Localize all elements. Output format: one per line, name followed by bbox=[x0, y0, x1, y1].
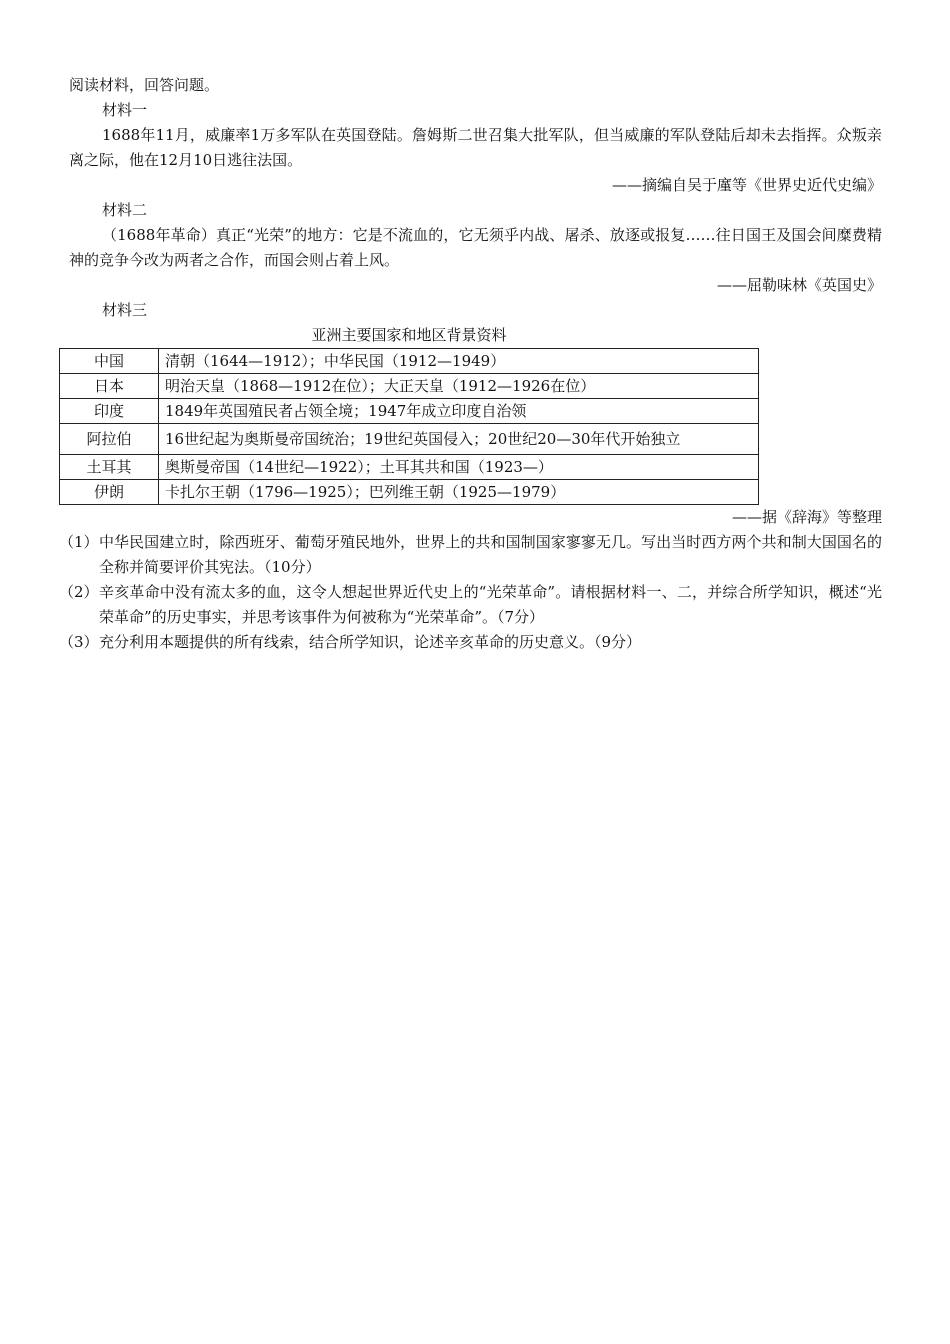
question-number: （1） bbox=[59, 533, 99, 551]
question-2 bbox=[59, 580, 882, 630]
material3-label: 材料三 bbox=[102, 301, 148, 319]
info-cell: 明治天皇（1868—1912在位）；大正天皇（1912—1926在位） bbox=[159, 374, 759, 399]
question-text: 辛亥革命中没有流太多的血，这令人想起世界近代史上的“光荣革命”。请根据材料一、二，并综合所学知识，概述“光荣革命”的历史事实，并思考该事件为何被称为“光荣革命”。（7分） bbox=[99, 583, 882, 626]
info-cell: 奥斯曼帝国（14世纪—1922）；土耳其共和国（1923—） bbox=[159, 455, 759, 480]
question-number: （3） bbox=[59, 633, 99, 651]
table-row bbox=[60, 399, 759, 424]
table-row bbox=[60, 349, 759, 374]
country-cell: 伊朗 bbox=[60, 480, 159, 505]
question-text: 中华民国建立时，除西班牙、葡萄牙殖民地外，世界上的共和国制国家寥寥无几。写出当时西方两个共和制大国国名的全称并简要评价其宪法。（10分） bbox=[99, 533, 882, 576]
background-table bbox=[59, 348, 759, 505]
material1-text: 1688年11月，威廉率1万多军队在英国登陆。詹姆斯二世召集大批军队，但当威廉的军队登陆后却未去指挥。众叛亲离之际，他在12月10日逃往法国。 bbox=[69, 126, 882, 169]
country-cell: 中国 bbox=[60, 349, 159, 374]
info-cell: 卡扎尔王朝（1796—1925）；巴列维王朝（1925—1979） bbox=[159, 480, 759, 505]
table-row bbox=[60, 424, 759, 455]
material2-source: ——屈勒味林《英国史》 bbox=[716, 276, 882, 294]
question-text: 充分利用本题提供的所有线索，结合所学知识，论述辛亥革命的历史意义。（9分） bbox=[99, 633, 642, 651]
question-3 bbox=[59, 630, 882, 655]
document-page bbox=[59, 73, 882, 655]
material1-label: 材料一 bbox=[102, 101, 148, 119]
country-cell: 阿拉伯 bbox=[60, 424, 159, 455]
material2-text: （1688年革命）真正“光荣”的地方：它是不流血的，它无须乎内战、屠杀、放逐或报复……往日国王及国会间糜费精神的竞争今改为两者之合作，而国会则占着上风。 bbox=[69, 226, 882, 269]
table-row bbox=[60, 374, 759, 399]
country-cell: 日本 bbox=[60, 374, 159, 399]
info-cell: 16世纪起为奥斯曼帝国统治；19世纪英国侵入；20世纪20—30年代开始独立 bbox=[159, 424, 759, 455]
question-1 bbox=[59, 530, 882, 580]
material1-source: ——摘编自吴于廑等《世界史近代史编》 bbox=[611, 176, 882, 194]
info-cell: 清朝（1644—1912）；中华民国（1912—1949） bbox=[159, 349, 759, 374]
instruction: 阅读材料，回答问题。 bbox=[69, 76, 220, 94]
info-cell: 1849年英国殖民者占领全境；1947年成立印度自治领 bbox=[159, 399, 759, 424]
country-cell: 土耳其 bbox=[60, 455, 159, 480]
table-row bbox=[60, 480, 759, 505]
material3-source: ——据《辞海》等整理 bbox=[731, 508, 882, 526]
country-cell: 印度 bbox=[60, 399, 159, 424]
table-caption: 亚洲主要国家和地区背景资料 bbox=[311, 326, 507, 344]
table-row bbox=[60, 455, 759, 480]
question-number: （2） bbox=[59, 583, 99, 601]
material2-label: 材料二 bbox=[102, 201, 148, 219]
